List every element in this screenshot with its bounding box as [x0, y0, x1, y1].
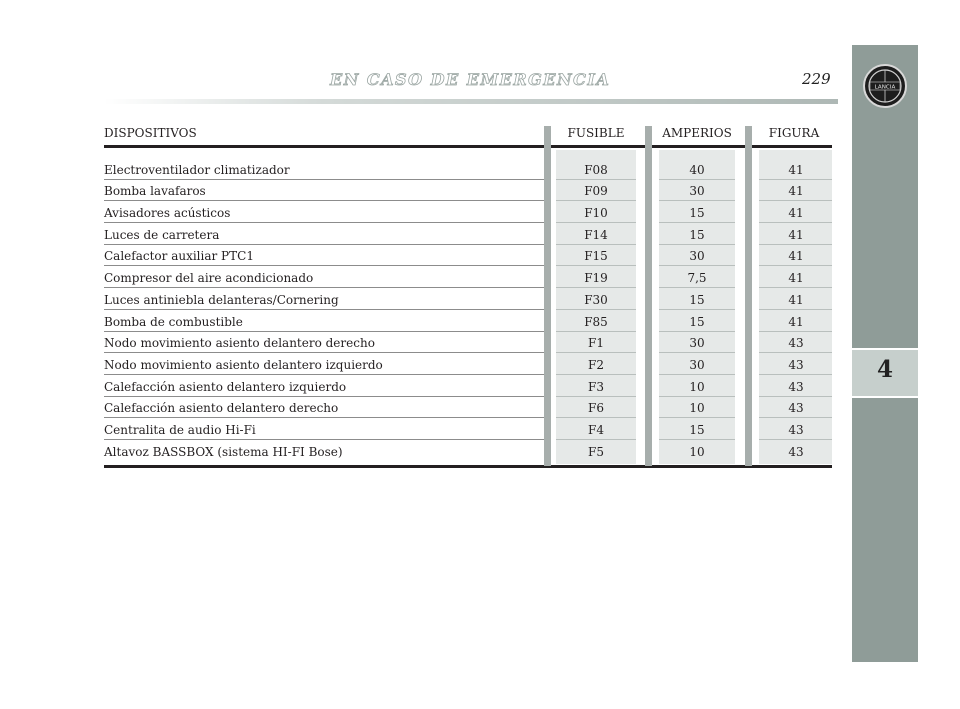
amperage: 30	[689, 249, 705, 264]
table-row	[104, 201, 832, 223]
figure-ref: 43	[788, 401, 804, 416]
figure-ref: 41	[788, 249, 804, 264]
table-row	[104, 310, 832, 332]
device-name: Calefactor auxiliar PTC1	[104, 249, 254, 264]
table-row	[104, 353, 832, 375]
column-header-devices: DISPOSITIVOS	[104, 126, 197, 140]
table-row	[104, 180, 832, 202]
device-name: Calefacción asiento delantero izquierdo	[104, 379, 347, 394]
fuse-code: F3	[588, 379, 604, 394]
device-name: Nodo movimiento asiento delantero izquierdo	[104, 357, 383, 372]
fuse-code: F10	[584, 206, 608, 221]
chapter-number: 4	[876, 356, 893, 383]
table-row	[104, 288, 832, 310]
amperage: 40	[689, 162, 705, 177]
chapter-tab[interactable]	[852, 348, 918, 398]
figure-ref: 41	[788, 206, 804, 221]
figure-ref: 41	[788, 162, 804, 177]
amperage: 30	[689, 184, 705, 199]
figure-ref: 41	[788, 314, 804, 329]
table-row	[104, 375, 832, 397]
table-row	[104, 397, 832, 419]
amperage: 10	[689, 379, 705, 394]
table-row	[104, 332, 832, 354]
table-row	[104, 267, 832, 289]
device-name: Compresor del aire acondicionado	[104, 271, 314, 286]
device-name: Luces de carretera	[104, 227, 220, 242]
device-name: Nodo movimiento asiento delantero derecho	[104, 336, 375, 351]
device-name: Electroventilador climatizador	[104, 162, 290, 177]
section-title: EN CASO DE EMERGENCIA	[330, 70, 611, 89]
table-row	[104, 223, 832, 245]
table-row	[104, 158, 832, 180]
fuse-code: F08	[584, 162, 608, 177]
amperage: 15	[689, 292, 705, 307]
device-name: Centralita de audio Hi-Fi	[104, 423, 256, 438]
amperage: 30	[689, 336, 705, 351]
fuse-code: F19	[584, 271, 608, 286]
amperage: 15	[689, 227, 705, 242]
fuse-code: F6	[588, 401, 604, 416]
figure-ref: 41	[788, 292, 804, 307]
figure-ref: 43	[788, 357, 804, 372]
figure-ref: 41	[788, 227, 804, 242]
fuse-code: F15	[584, 249, 608, 264]
device-name: Altavoz BASSBOX (sistema HI-FI Bose)	[104, 444, 343, 459]
header-divider	[104, 99, 838, 104]
table-row	[104, 245, 832, 267]
fuse-code: F4	[588, 423, 604, 438]
figure-ref: 41	[788, 184, 804, 199]
column-separator	[645, 126, 652, 466]
fuse-code: F14	[584, 227, 608, 242]
lancia-logo	[863, 64, 907, 108]
table-row	[104, 440, 832, 462]
figure-ref: 41	[788, 271, 804, 286]
figure-ref: 43	[788, 444, 804, 459]
fuse-code: F30	[584, 292, 608, 307]
column-header-figure: FIGURA	[768, 126, 820, 140]
fuse-code: F09	[584, 184, 608, 199]
fuse-code: F5	[588, 444, 604, 459]
amperage: 15	[689, 206, 705, 221]
amperage: 30	[689, 357, 705, 372]
column-separator	[544, 126, 551, 466]
device-name: Bomba de combustible	[104, 314, 243, 329]
page-number: 229	[802, 70, 831, 88]
fuse-code: F85	[584, 314, 608, 329]
table-bottom-rule	[104, 465, 832, 468]
fuse-code: F1	[588, 336, 604, 351]
device-name: Avisadores acústicos	[104, 206, 231, 221]
table-top-rule	[104, 145, 832, 148]
amperage: 15	[689, 314, 705, 329]
column-separator	[745, 126, 752, 466]
column-header-amps: AMPERIOS	[662, 126, 732, 140]
figure-ref: 43	[788, 336, 804, 351]
figure-ref: 43	[788, 423, 804, 438]
fuse-code: F2	[588, 357, 604, 372]
amperage: 10	[689, 444, 705, 459]
svg-text:LANCIA: LANCIA	[874, 84, 896, 91]
amperage: 7,5	[687, 271, 707, 286]
device-name: Calefacción asiento delantero derecho	[104, 401, 339, 416]
device-name: Luces antiniebla delanteras/Cornering	[104, 292, 339, 307]
amperage: 15	[689, 423, 705, 438]
device-name: Bomba lavafaros	[104, 184, 206, 199]
figure-ref: 43	[788, 379, 804, 394]
table-row	[104, 418, 832, 440]
column-header-fuse: FUSIBLE	[567, 126, 625, 140]
amperage: 10	[689, 401, 705, 416]
